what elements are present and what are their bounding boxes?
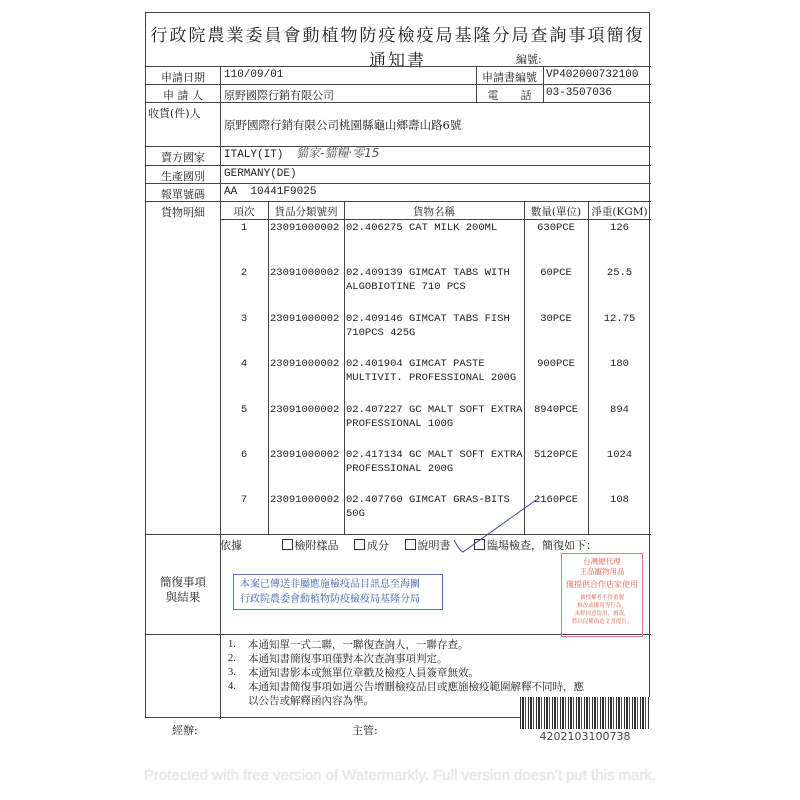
blue-stamp: 本案已傳送非屬應施檢疫品目訊息至海關 行政院農委會動植物防疫檢疫局基隆分局 <box>233 574 443 610</box>
handwritten-checkmark-icon <box>451 498 541 558</box>
phone-value: 03-3507036 <box>546 87 613 99</box>
row-qty: 630PCE <box>537 222 575 234</box>
row-weight: 12.75 <box>603 313 636 325</box>
handler-label: 經辦: <box>172 724 198 737</box>
row-name: 02.407760 GIMCAT GRAS-BITS <box>346 494 510 506</box>
col-header-weight: 淨重(KGM) <box>591 206 648 218</box>
row-qty: 8940PCE <box>533 404 579 416</box>
row-code: 23091000002 <box>270 404 340 416</box>
row-name-line2: PROFESSIONAL 100G <box>346 418 454 430</box>
row-code: 23091000002 <box>270 313 340 325</box>
row-weight: 180 <box>610 358 629 370</box>
row-qty: 2160PCE <box>533 494 579 506</box>
checkbox-icon[interactable] <box>405 539 416 550</box>
application-no-value: VP402000732100 <box>546 69 639 81</box>
barcode <box>520 697 650 729</box>
row-item: 6 <box>240 449 248 461</box>
row-name: 02.409139 GIMCAT TABS WITH <box>346 267 510 279</box>
seller-country-value: ITALY(IT) <box>224 149 284 161</box>
row-name-line2: MULTIVIT. PROFESSIONAL 200G <box>346 372 517 384</box>
row-item: 7 <box>240 494 248 506</box>
row-name: 02.401904 GIMCAT PASTE <box>346 358 485 370</box>
col-header-code: 貨品分類號列 <box>274 206 338 218</box>
row-code: 23091000002 <box>270 449 340 461</box>
col-header-qty: 數量(單位) <box>530 206 582 218</box>
consignee-label: 收貨(件)人 <box>148 107 201 120</box>
applicant-label: 申 請 人 <box>163 89 203 102</box>
row-qty: 30PCE <box>540 313 572 325</box>
basis-label: 依據 <box>220 539 242 552</box>
option-sample[interactable]: 檢附樣品 <box>282 539 339 552</box>
row-qty: 900PCE <box>537 358 575 370</box>
barcode-number: 4202103100738 <box>539 730 631 743</box>
divider <box>344 201 345 534</box>
note-item: 2. 本通知書簡復事項僅對本次查詢事項判定。 <box>228 653 448 665</box>
supervisor-label: 主管: <box>352 724 378 737</box>
divider <box>146 201 651 202</box>
divider <box>146 84 651 85</box>
divider <box>146 165 651 166</box>
row-name-line2: ALGOBIOTINE 710 PCS <box>346 281 466 293</box>
row-code: 23091000002 <box>270 267 340 279</box>
origin-country-value: GERMANY(DE) <box>224 168 297 180</box>
declaration-no-value: AA 10441F9025 <box>224 186 317 198</box>
note-item: 以公告或解釋函內容為準。 <box>248 695 374 707</box>
option-onsite-inspection[interactable]: 臨場檢查，簡復如下： <box>474 539 597 552</box>
note-item: 4. 本通知書簡復事項如遇公告增刪檢疫品目或應施檢疫範圍解釋不同時，應 <box>228 681 584 693</box>
divider <box>220 66 221 719</box>
row-item: 2 <box>240 267 248 279</box>
consignee-value: 原野國際行銷有限公司桃園縣龜山鄉壽山路6號 <box>224 118 462 132</box>
row-item: 1 <box>240 222 248 234</box>
row-name: 02.409146 GIMCAT TABS FISH <box>346 313 510 325</box>
document-title: 行政院農業委員會動植物防疫檢疫局基隆分局查詢事項簡復通知書 <box>150 26 645 71</box>
divider <box>146 534 651 535</box>
row-weight: 894 <box>610 404 629 416</box>
basis-line <box>220 537 609 553</box>
divider <box>268 201 269 534</box>
col-header-name: 貨物名稱 <box>413 206 455 218</box>
divider <box>146 102 651 103</box>
row-name: 02.407227 GC MALT SOFT EXTRA <box>346 404 523 416</box>
row-name-line2: 50G <box>346 508 365 520</box>
application-no-label: 申請書編號 <box>482 71 537 84</box>
declaration-no-label: 報單號碼 <box>161 188 205 201</box>
divider <box>146 183 651 184</box>
row-code: 23091000002 <box>270 358 340 370</box>
row-weight: 1024 <box>606 449 633 461</box>
option-manual[interactable]: 說明書 <box>405 539 451 552</box>
seller-country-label: 賣方國家 <box>161 151 205 164</box>
checkbox-icon[interactable] <box>282 539 293 550</box>
divider <box>220 219 651 220</box>
applicant-value: 原野國際行銷有限公司 <box>224 89 334 102</box>
row-code: 23091000002 <box>270 222 340 234</box>
row-weight: 25.5 <box>606 267 633 279</box>
result-label-2: 與結果 <box>165 590 201 604</box>
row-item: 3 <box>240 313 248 325</box>
checkbox-icon[interactable] <box>354 539 365 550</box>
result-label-1: 簡復事項 <box>160 575 206 589</box>
apply-date-value: 110/09/01 <box>224 69 284 81</box>
phone-label: 電 話 <box>487 89 532 102</box>
row-item: 5 <box>240 404 248 416</box>
row-name-line2: 710PCS 425G <box>346 327 416 339</box>
notice-document <box>145 12 650 718</box>
row-code: 23091000002 <box>270 494 340 506</box>
row-qty: 5120PCE <box>533 449 579 461</box>
red-stamp: 台灣總代理 王品寵物用品 僅提供合作店家使用 被授權者不得重製 修改或挪用等行為， 未經同意盜用、擅改， 將以侵權偽造文書提告。 <box>561 553 643 637</box>
row-weight: 108 <box>610 494 629 506</box>
row-name: 02.406275 CAT MILK 200ML <box>346 222 498 234</box>
origin-country-label: 生產國別 <box>161 170 205 183</box>
row-weight: 126 <box>610 222 629 234</box>
option-ingredient[interactable]: 成分 <box>354 539 389 552</box>
watermark-text: Protected with free version of Watermarkly. Full version doesn't put this mark. <box>143 767 657 784</box>
divider <box>146 146 651 147</box>
apply-date-label: 申請日期 <box>161 71 205 84</box>
row-name-line2: PROFESSIONAL 200G <box>346 463 454 475</box>
note-item: 3. 本通知書影本或無單位章戳及檢疫人員簽章無效。 <box>228 667 479 679</box>
divider <box>146 66 651 67</box>
row-name: 02.417134 GC MALT SOFT EXTRA <box>346 449 523 461</box>
divider <box>543 66 544 102</box>
serial-label: 編號: <box>516 53 542 66</box>
row-qty: 60PCE <box>540 267 572 279</box>
handwritten-note: 貓家-貓糧‧零15 <box>296 146 380 160</box>
row-item: 4 <box>240 358 248 370</box>
col-header-item: 項次 <box>233 206 255 218</box>
note-item: 1. 本通知單一式二聯，一聯復查詢人，一聯存查。 <box>228 639 469 651</box>
goods-section-label: 貨物明細 <box>161 206 205 219</box>
